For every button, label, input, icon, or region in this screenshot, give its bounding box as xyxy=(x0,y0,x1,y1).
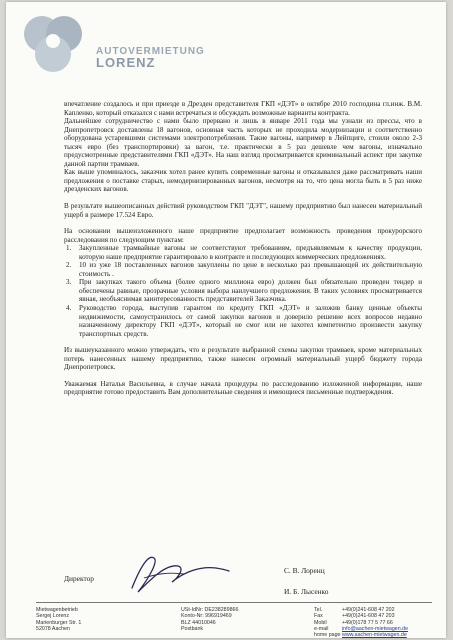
signature-role: Директор xyxy=(64,574,94,583)
footer-company: Mietwagenbetrieb Sergej Lorenz Marienburger Str. 1 52078 Aachen xyxy=(36,607,82,632)
points-list xyxy=(64,244,422,338)
list-item: 2. 10 из уже 18 поставленных вагонов закуплены по цене в несколько раз превышающей их действительную стоимость . xyxy=(66,261,422,278)
letter-body xyxy=(64,100,422,397)
letter-page xyxy=(6,2,446,638)
brand-name xyxy=(96,46,205,68)
signature-name-lorenz: С. В. Лоренц xyxy=(284,566,325,575)
paragraph-6: Из вышеуказанного можно утверждать, что в результате выбранной схемы закупки трамваев, кроме материальных потерь нанесенных нашему предприятию, также нанесен огромный материальный ущерб бюджету города Днепропетровск. xyxy=(64,346,422,372)
signature-name-lysenko: И. Б. Лысенко xyxy=(284,587,329,596)
footer-contacts: Tel. +49(0)241-608 47 202 Fax +49(0)241-608 47 203 Mobil +49(0)178 77 5 77 66 e-mail info@aachen-mietwagen.de home page www.aachen-mietwagen.de xyxy=(314,607,409,639)
list-item: 1. Закупленные трамвайные вагоны не соответствуют требованиям, предъявляемым к качеству продукции, которую наше предприятие гарантировало в контракте и последующих коммерческих предложениях. xyxy=(66,244,422,261)
footer-bank: USt-IdNr: DE238289866 Konto-Nr: 996919469 BLZ 44010046 Postbank xyxy=(181,607,239,632)
paragraph-2: Дальнейшее сотрудничество с нами было прервано и лишь в январе 2011 года мы узнали из прессы, что в Днепропетровск доставлены 18 вагонов, основная часть которых не проходила модернизации и соответственно оборудована устаревшими системами электропотребления. Такие вагоны, например в Лейпциге, стоили около 2-3 тысяч евро (без транспортировки) за вагон, т.е. практически в 5 раз дешевле чем вагоны, изначально предусмотренные представителями ГКП «ДЭТ». На наш взгляд просматривается криминальный аспект при закупке данной партии трамваев. xyxy=(64,117,422,168)
handwritten-signature xyxy=(126,548,231,596)
list-item: 4. Руководство города, выступив гарантом по кредиту ГКП «ДЭТ» и заложив банку ценные объекты недвижимости, самоустранилось от самой закупки вагонов и доверило решение всех вопросов недавно назначенному директору ГКП «ДЭТ», который не смог или не захотел компетентно произвести закупку транспортных средств. xyxy=(66,304,422,338)
brand-line-2: LORENZ xyxy=(96,55,156,70)
paragraph-3: Как выше упоминалось, заказчик хотел ранее купить современные вагоны и отказывался даже рассматривать наши предложения о поставке старых, немодернизированных вагонов, несмотря на то, что цена могла быть в 5 раз ниже дрезденских вагонов. xyxy=(64,168,422,194)
lorenz-logo-icon xyxy=(20,14,90,76)
list-item: 3. При закупках такого объема (более одного миллиона евро) должен был обязательно проведен тендер и обеспечены равные, прозрачные условия выбора наилучшего предложения. В таких условиях просматривается явная, необъяснимая заинтересованность представителей Заказчика. xyxy=(66,278,422,304)
letter-footer xyxy=(36,602,432,639)
paragraph-5: На основании вышеизложенного наше предприятие предполагает возможность проведения прокурорского расследования по следующим пунктам: xyxy=(64,227,422,244)
email-link[interactable]: info@aachen-mietwagen.de xyxy=(342,625,409,632)
homepage-link[interactable]: www.aachen-mietwagen.de xyxy=(342,632,407,639)
paragraph-1: впечатление создалось и при приезде в Дрезден представителя ГКП «ДЭТ» в октябре 2010 господина гл.инж. В.М. Капленко, который отказался с нами встречаться и обсуждать возможные варианты контракта. xyxy=(64,100,422,117)
brand-line-1: AUTOVERMIETUNG xyxy=(96,46,205,57)
paragraph-7: Уважаемая Наталья Васильевна, в случае начала процедуры по расследованию изложенной информации, наше предприятие готово предоставить Вам дополнительные сведения и имеющиеся письменные подтверждения. xyxy=(64,379,422,397)
paragraph-4: В результате вышеописанных действий руководством ГКП "ДЭТ", нашему предприятию был нанесен материальный ущерб в размере 17.524 Евро. xyxy=(64,202,422,219)
